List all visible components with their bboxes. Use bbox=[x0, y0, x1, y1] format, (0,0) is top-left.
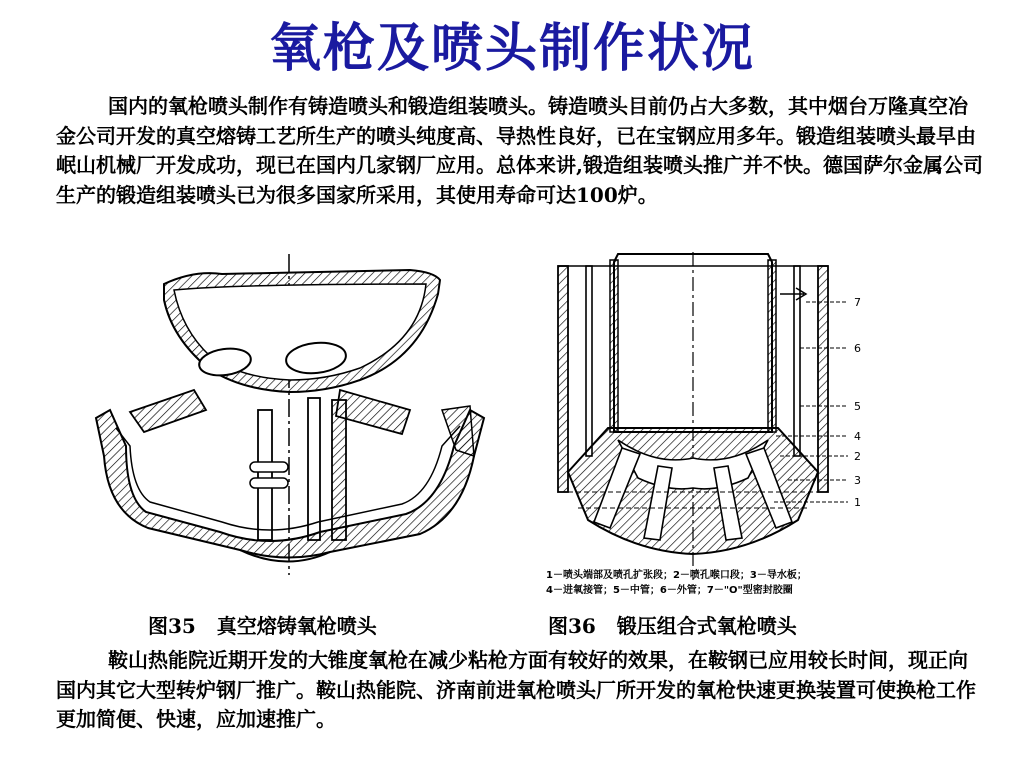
part-number-2: 2 bbox=[854, 450, 861, 463]
part-number-6: 6 bbox=[854, 342, 861, 355]
part-number-1: 1 bbox=[854, 496, 861, 509]
figure-36-caption: 图36 锻压组合式氧枪喷头 bbox=[548, 614, 797, 638]
figure-36-legend-line-1: 1－喷头端部及喷孔扩张段；2－喷孔喉口段；3－导水板； bbox=[546, 570, 807, 581]
part-number-3: 3 bbox=[854, 474, 861, 487]
figure-35-drawing bbox=[90, 250, 510, 580]
closing-paragraph: 鞍山热能院近期开发的大锥度氧枪在减少粘枪方面有较好的效果，在鞍钢已应用较长时间，现正向国内其它大型转炉钢厂推广。鞍山热能院、济南前进氧枪喷头厂所开发的氧枪快速更换装置可使换枪工作更加简便、快速，应加速推广。 bbox=[56, 648, 976, 731]
figure-36-legend-line-2: 4－进氧接管；5－中管；6－外管；7－"O"型密封胶圈 bbox=[546, 585, 793, 596]
intro-paragraph: 国内的氧枪喷头制作有铸造喷头和锻造组装喷头。铸造喷头目前仍占大多数，其中烟台万隆真空冶金公司开发的真空熔铸工艺所生产的喷头纯度高、导热性良好，已在宝钢应用多年。锻造组装喷头最早由岷山机械厂开发成功，现已在国内几家钢厂应用。总体来讲,锻造组装喷头推广并不快。德国萨尔金属公司生产的锻造组装喷头已为很多国家所采用，其使用寿命可达100炉。 bbox=[56, 94, 983, 207]
part-number-7: 7 bbox=[854, 296, 861, 309]
figure-35-caption: 图35 真空熔铸氧枪喷头 bbox=[148, 614, 377, 638]
figure-36-drawing bbox=[548, 252, 888, 582]
part-number-4: 4 bbox=[854, 430, 861, 443]
page-title: 氧枪及喷头制作状况 bbox=[268, 19, 755, 79]
part-number-5: 5 bbox=[854, 400, 861, 413]
